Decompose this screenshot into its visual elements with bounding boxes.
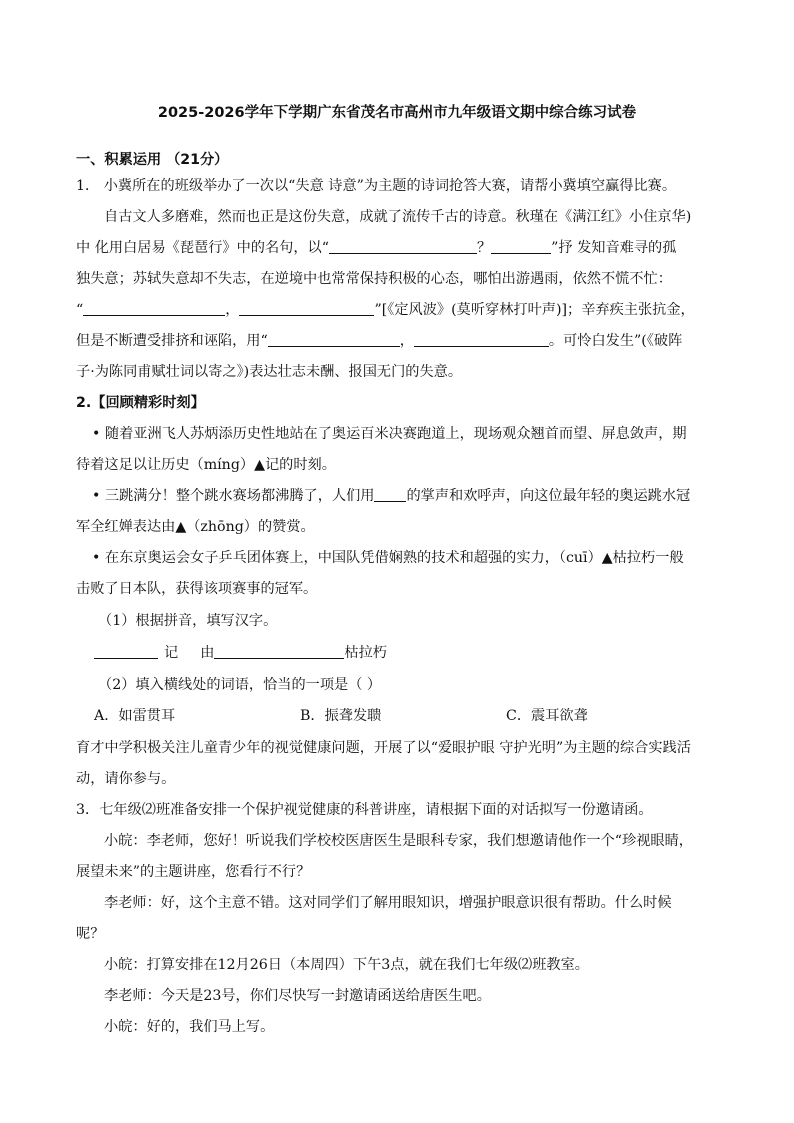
answer-blank[interactable] xyxy=(414,331,549,347)
answer-blank[interactable] xyxy=(83,300,225,316)
answer-blank[interactable] xyxy=(214,643,344,659)
intro-line: 育才中学积极关注儿童青少年的视觉健康问题，开展了以“爱眼护眼 守护光明”为主题的综合实践活 xyxy=(76,740,691,756)
dialogue-line: 小皖：李老师，您好！听说我们学校校医唐医生是眼科专家，我们想邀请他作一个“珍视眼睛， xyxy=(104,833,693,849)
question-1-line: 自古文人多磨难，然而也正是这份失意，成就了流传千古的诗意。秋瑾在《满江红》小住京华) xyxy=(104,209,692,225)
dialogue-line: 李老师：今天是23号，你们尽快写一封邀请函送给唐医生吧。 xyxy=(104,988,491,1004)
answer-blank[interactable] xyxy=(374,486,406,502)
sub-question-2: （2）填入横线处的词语，恰当的一项是（ ） xyxy=(98,677,382,693)
bullet-item: 击败了日本队，获得该项赛事的冠军。 xyxy=(76,581,318,597)
dialogue-line: 小皖：好的，我们马上写。 xyxy=(104,1019,275,1035)
question-1-line: 子·为陈同甫赋壮词以寄之》)表达壮志未酬、报国无门的失意。 xyxy=(76,364,463,380)
section-heading: 一、积累运用 （21分） xyxy=(76,152,229,168)
bullet-item: • 三跳满分！整个跳水赛场都沸腾了，人们用 的掌声和欢呼声，向这位最年轻的奥运跳水冠 xyxy=(92,488,691,504)
option-c[interactable]: C．震耳欲聋 xyxy=(506,708,588,724)
answer-blank[interactable] xyxy=(239,300,374,316)
fill-in-row: 记 由 枯拉朽 xyxy=(94,643,744,663)
bullet-item: 军全红婵表达由▲（zhōng）的赞赏。 xyxy=(76,519,315,535)
question-3-stem: 3．七年级⑵班准备安排一个保护视觉健康的科普讲座，请根据下面的对话拟写一份邀请函。 xyxy=(76,802,653,818)
sub-question-1: （1）根据拼音，填写汉字。 xyxy=(98,613,278,629)
question-1-line: “ ， ”[《定风波》(莫听穿林打叶声)]；辛弃疾主张抗金， xyxy=(76,302,695,318)
question-1-line: 中 化用白居易《琵琶行》中的名句，以“ ？ ”抒 发知音难寻的孤 xyxy=(76,240,677,256)
answer-blank[interactable] xyxy=(268,331,400,347)
answer-blank[interactable] xyxy=(329,238,477,254)
question-1-stem: 1． 小冀所在的班级举办了一次以“失意 诗意”为主题的诗词抢答大赛，请帮小冀填空赢得比赛。 xyxy=(76,178,677,194)
dialogue-line: 展望未来”的主题讲座，您看行不行？ xyxy=(76,864,311,880)
option-a[interactable]: A．如雷贯耳 xyxy=(94,708,176,724)
question-1-line: 但是不断遭受排挤和诬陷，用“ ， 。可怜白发生”(《破阵 xyxy=(76,333,683,349)
dialogue-line: 李老师：好，这个主意不错。这对同学们了解用眼知识，增强护眼意识很有帮助。什么时候 xyxy=(104,895,672,911)
answer-blank[interactable] xyxy=(94,643,158,659)
question-2-heading: 2.【回顾精彩时刻】 xyxy=(76,395,205,411)
bullet-item: 待着这足以让历史（míng）▲记的时刻。 xyxy=(76,457,336,473)
option-b[interactable]: B．振聋发聩 xyxy=(300,708,382,724)
dialogue-line: 呢？ xyxy=(76,926,105,942)
bullet-item: • 在东京奥运会女子乒乓团体赛上，中国队凭借娴熟的技术和超强的实力，（cuī）▲枯拉朽一般 xyxy=(92,550,684,566)
intro-line: 动，请你参与。 xyxy=(76,771,176,787)
bullet-item: • 随着亚洲飞人苏炳添历史性地站在了奥运百米决赛跑道上，现场观众翘首而望、屏息敛声，期 xyxy=(92,426,687,442)
answer-blank[interactable] xyxy=(491,238,551,254)
question-1-line: 独失意；苏轼失意却不失志，在逆境中也常常保持积极的心态，哪怕出游遇雨，依然不慌不忙： xyxy=(76,271,672,287)
page-title: 2025-2026学年下学期广东省茂名市高州市九年级语文期中综合练习试卷 xyxy=(157,105,637,121)
dialogue-line: 小皖：打算安排在12月26日（本周四）下午3点，就在我们七年级⑵班教室。 xyxy=(104,957,589,973)
